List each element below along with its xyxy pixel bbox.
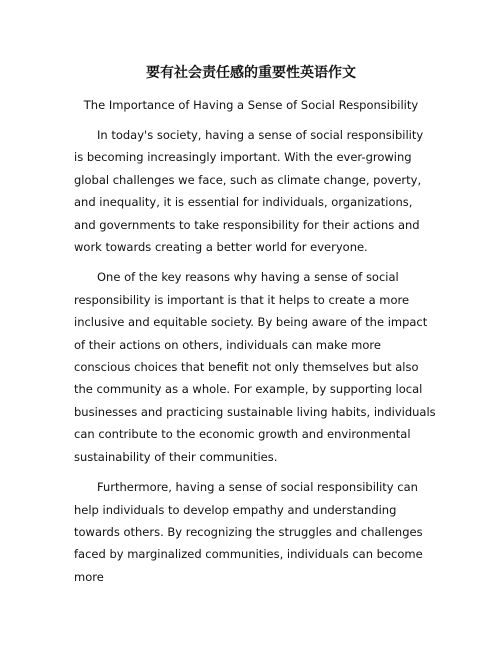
document-body (74, 124, 436, 596)
paragraph-2: One of the key reasons why having a sense of social responsibility is important is that it helps to create a more inclusive and equitable society. By being aware of the impact of their actions on others, individuals can make more conscious choices that benefit not only themselves but also the community as a whole. For example, by supporting local businesses and practicing sustainable living habits, individuals can contribute to the economic growth and environmental sustainability of their communities. (74, 270, 436, 464)
document-title: 要有社会责任感的重要性英语作文 (146, 65, 356, 81)
paragraph-1: In today's society, having a sense of social responsibility is becoming increasingly important. With the ever-growing global challenges we face, such as climate change, poverty, and inequality, it is essential for individuals, organizations, and governments to take responsibility for their actions and work towards creating a better world for everyone. (74, 128, 424, 255)
document-subtitle: The Importance of Having a Sense of Social Responsibility (83, 98, 419, 112)
paragraph-3: Furthermore, having a sense of social responsibility can help individuals to develop empathy and understanding towards others. By recognizing the struggles and challenges faced by marginalized communities, individuals can become more (74, 480, 423, 584)
